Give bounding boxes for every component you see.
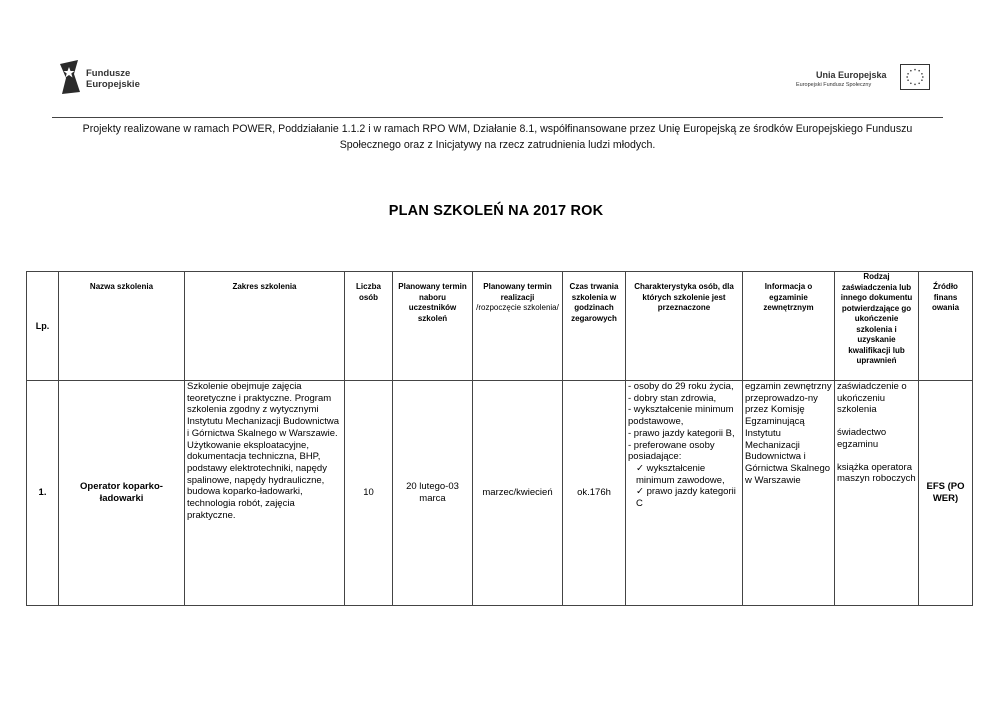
document-item: świadectwo egzaminu [837, 427, 887, 450]
header-egzamin: Informacja o egzaminie zewnętrznym [743, 272, 835, 381]
header-czas: Czas trwania szkolenia w godzinach zegarowych [563, 272, 626, 381]
header-liczba: Liczba osób [345, 272, 393, 381]
requirement-check-item: ✓ wykształcenie minimum zawodowe, [636, 462, 725, 486]
requirement-item: - prawo jazdy kategorii B, [628, 427, 735, 439]
cell-dokument [835, 381, 919, 606]
eu-flag-icon [900, 64, 930, 90]
requirement-check-item: ✓ prawo jazdy kategorii C [636, 486, 736, 510]
cell-egzamin: egzamin zewnętrzny przeprowadzo-ny przez Komisję Egzaminującą Instytutu Mechanizacji Budownictwa i Górnictwa Skalnego w Warszawie [743, 381, 835, 606]
intro-text: Projekty realizowane w ramach POWER, Poddziałanie 1.1.2 i w ramach RPO WM, Działanie 8.1, współfinansowane przez Unię Europejską ze środków Europejskiego Funduszu Społecznego oraz z Inicjatywy na rzecz zatrudnienia ludzi młodych. [82, 123, 913, 151]
table-row [27, 381, 973, 606]
requirement-item: - dobry stan zdrowia, [628, 392, 717, 404]
header-realizacja-sub: /rozpoczęcie szkolenia/ [476, 303, 559, 312]
requirement-item: - preferowane osoby posiadające: [628, 439, 715, 463]
fe-logo-line2: Europejskie [86, 79, 140, 90]
cell-zakres: Szkolenie obejmuje zajęcia teoretyczne i praktyczne. Program szkolenia zgodny z wytycznymi Instytutu Mechanizacji Budownictwa i Górnictwa Skalnego w Warszawie. Użytkowanie eksploatacyjne, dokumentacja techniczna, BHP, podstawy elektrotechniki, napędy spalinowe, napędy hydrauliczne, budowa koparko-ładowarki, technologia robót, zajęcia praktyczne. [185, 381, 345, 606]
document-item: zaświadczenie o ukończeniu szkolenia [837, 381, 907, 416]
header-zakres: Zakres szkolenia [185, 272, 345, 381]
ue-logo-line1: Unia Europejska [816, 70, 887, 80]
requirement-item: - wykształcenie minimum podstawowe, [628, 404, 734, 428]
header-charakterystyka: Charakterystyka osób, dla których szkolenie jest przeznaczone [626, 272, 743, 381]
header-divider [52, 117, 943, 118]
document-item: książka operatora maszyn roboczych [837, 461, 916, 485]
cell-zrodlo: EFS (PO WER) [919, 381, 973, 606]
cell-liczba: 10 [345, 381, 393, 606]
header-nazwa: Nazwa szkolenia [59, 272, 185, 381]
training-plan-table [26, 271, 973, 606]
cell-nabor: 20 lutego-03 marca [393, 381, 473, 606]
cell-nazwa: Operator koparko-ładowarki [59, 381, 185, 606]
header-realizacja [473, 272, 563, 381]
cell-lp: 1. [27, 381, 59, 606]
header-zrodlo: Źródło finans owania [919, 272, 973, 381]
header-realizacja-main: Planowany termin realizacji [483, 282, 552, 302]
fundusze-europejskie-logo [58, 58, 178, 98]
header-nabor: Planowany termin naboru uczestników szkoleń [393, 272, 473, 381]
table-header-row [27, 272, 973, 381]
page-title: PLAN SZKOLEŃ NA 2017 ROK [388, 203, 604, 219]
cell-realizacja: marzec/kwiecień [473, 381, 563, 606]
cell-czas: ok.176h [563, 381, 626, 606]
fundusze-europejskie-star-icon [58, 58, 82, 96]
cell-charakterystyka [626, 381, 743, 606]
unia-europejska-logo [796, 64, 936, 98]
ue-logo-line2: Europejski Fundusz Społeczny [796, 82, 872, 88]
header-lp: Lp. [27, 272, 59, 381]
requirement-item: - osoby do 29 roku życia, [628, 381, 734, 392]
header-dokument: Rodzaj zaświadczenia lub innego dokumentu potwierdzające go ukończenie szkolenia i uzyskanie kwalifikacji lub uprawnień [835, 272, 919, 381]
fe-logo-line1: Fundusze [86, 68, 131, 79]
